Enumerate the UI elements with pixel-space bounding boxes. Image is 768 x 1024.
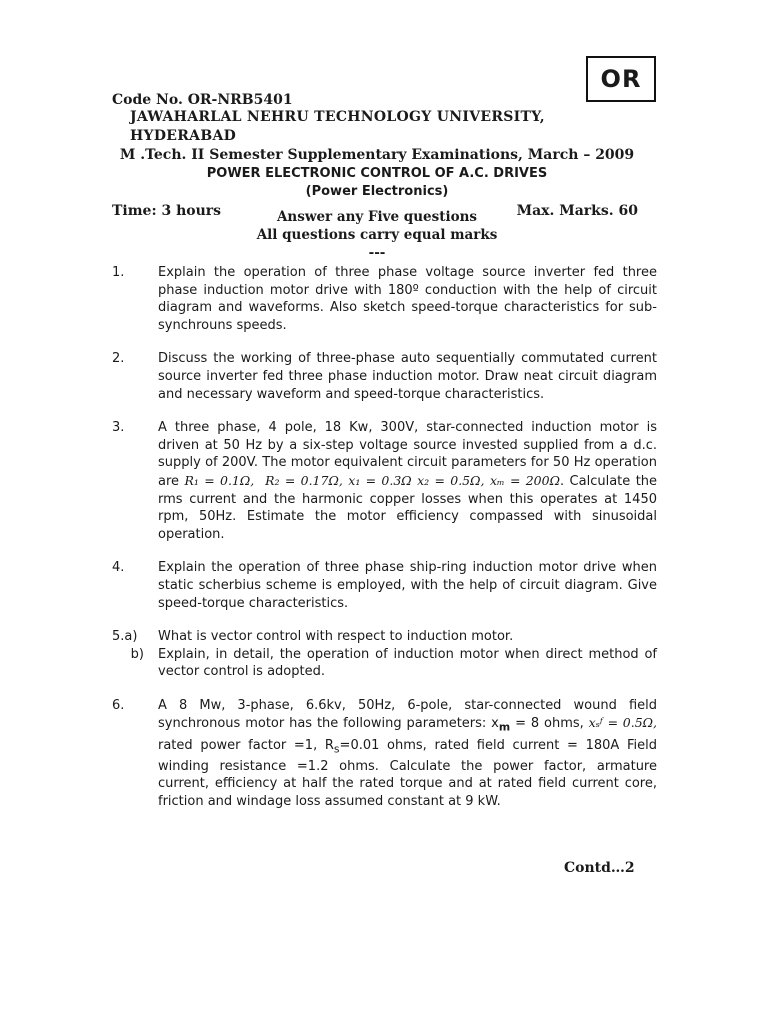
question-number: 4. (112, 560, 125, 576)
question-number: b) (130, 646, 144, 662)
continued-note: Contd…2 (564, 860, 635, 876)
code-number: Code No. OR-NRB5401 (112, 92, 293, 108)
question-number: 3. (112, 420, 125, 436)
param-x1: x₁ = 0.3Ω (348, 472, 412, 488)
param-xm: xₘ = 200Ω (489, 472, 560, 488)
or-stamp: OR (586, 56, 656, 102)
question-6 (112, 697, 657, 811)
branch-name: (Power Electronics) (305, 184, 449, 199)
question-4 (112, 559, 657, 612)
question-number: 5.a) (112, 629, 138, 645)
question-5a (112, 628, 657, 646)
question-text (158, 697, 657, 811)
question-number: 6. (112, 697, 125, 713)
instruction-line-1: Answer any Five questions (276, 209, 478, 225)
question-5b (112, 646, 657, 681)
question-number: 2. (112, 351, 125, 367)
question-text-part: A three phase, 4 pole, 18 Kw, 300V, star-connected induction motor is driven at 50 Hz by a six-step voltage source invested supplied from a d.c. supply of 200V. The motor equivalent circuit parameters for 50 Hz operation are (158, 420, 657, 489)
param-xsf: xₛᶠ = 0.5Ω, (588, 715, 657, 731)
subscript: s (333, 742, 340, 756)
question-2 (112, 350, 657, 403)
separator: --- (368, 245, 386, 261)
instructions (112, 208, 642, 262)
instruction-line-2: All questions carry equal marks (256, 227, 498, 243)
param-r1: R₁ = 0.1Ω, (184, 472, 255, 488)
question-text-part: . Calculate the rms current and the harmonic copper losses when this operates at 1450 rpm, 50Hz. Estimate the motor efficiency compassed with sinusoidal operation. (158, 473, 658, 542)
question-text: What is vector control with respect to induction motor. (158, 629, 514, 645)
question-1 (112, 264, 657, 334)
param-x2: x₂ = 0.5Ω, (417, 472, 485, 488)
max-marks: Max. Marks. 60 (516, 203, 638, 219)
university-name: JAWAHARLAL NEHRU TECHNOLOGY UNIVERSITY, HYDERABAD (130, 109, 545, 144)
question-text: Explain, in detail, the operation of induction motor when direct method of vector control is adopted. (158, 646, 657, 680)
exam-title: M .Tech. II Semester Supplementary Examinations, March – 2009 (119, 147, 635, 163)
question-text-part: A 8 Mw, 3-phase, 6.6kv, 50Hz, 6-pole, star-connected wound field synchronous motor has the following parameters: x (158, 697, 657, 732)
subscript: m (498, 721, 511, 735)
question-3 (112, 419, 657, 543)
exam-header (112, 92, 642, 219)
subject-title: POWER ELECTRONIC CONTROL OF A.C. DRIVES (206, 166, 548, 181)
question-text: Explain the operation of three phase ship-ring induction motor drive when static scherbius scheme is employed, with the help of circuit diagram. Give speed-torque characteristics. (158, 560, 657, 611)
question-text: Explain the operation of three phase voltage source inverter fed three phase induction motor drive with 180º conduction with the help of circuit diagram and waveforms. Also sketch speed-torque characteristics for sub-synchrouns speeds. (158, 265, 657, 333)
question-text-part: = 8 ohms, (510, 716, 584, 732)
question-list (112, 264, 657, 827)
param-r2: R₂ = 0.17Ω, (265, 472, 343, 488)
time-allowed: Time: 3 hours (112, 203, 222, 219)
question-text: Discuss the working of three-phase auto sequentially commutated current source inverter fed three phase induction motor. Draw neat circuit diagram and necessary waveform and speed-torque characteristics. (158, 351, 657, 402)
question-text (158, 419, 657, 543)
question-text-part: =0.01 ohms, rated field current = 180A Field winding resistance =1.2 ohms. Calculate the power factor, armature current, efficiency at half the rated torque and at rated field current core, friction and windage loss assumed constant at 9 kW. (158, 737, 657, 810)
question-number: 1. (112, 265, 125, 280)
question-text-part: rated power factor =1, R (158, 737, 334, 753)
